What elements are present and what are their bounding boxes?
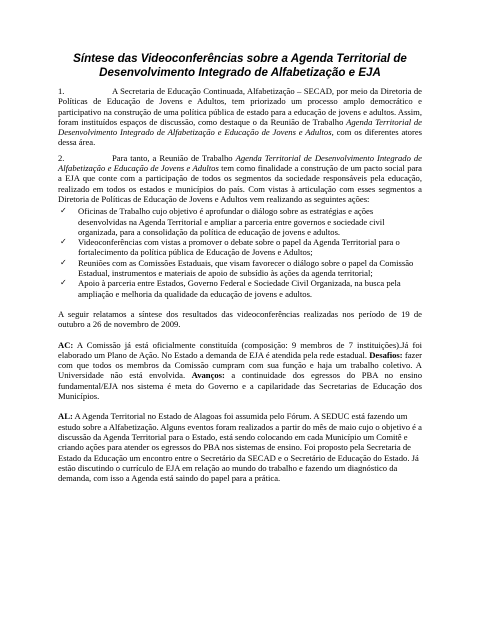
action-item bbox=[58, 206, 422, 237]
action-text: Oficinas de Trabalho cujo objetivo é aprofundar o diálogo sobre as estratégias e ações desenvolvidas na Agenda Territorial e ampliar a parceria entre governos e sociedade civil organizada, para a consolidação da política de educação de jovens e adultos. bbox=[78, 206, 385, 237]
ac-text-c: a continuidade dos egressos do PBA no ensino fundamental/EJA nos sistema é meta do Governo e a capilaridade das Secretarias de Educação dos Municípios. bbox=[58, 370, 423, 402]
paragraph-1 bbox=[58, 86, 422, 148]
action-item bbox=[58, 237, 422, 258]
document-title bbox=[58, 52, 422, 80]
intro-paragraph: A seguir relatamos a síntese dos resultados das videoconferências realizadas nos período de 19 de outubro a 26 de novembro de 2009. bbox=[58, 308, 422, 330]
ac-text-a: A Comissão já está oficialmente constituída (composição: 9 membros de 7 instituições).Já foi elaborado um Plano de Ação. No Estado a demanda de EJA é atendida pela rede estadual. bbox=[58, 339, 422, 360]
paragraph-1-number: 1. bbox=[58, 86, 65, 96]
paragraph-2 bbox=[58, 153, 422, 204]
check-icon: ✓ bbox=[60, 206, 67, 216]
check-icon: ✓ bbox=[60, 237, 67, 247]
ac-avancos-label: Avanços: bbox=[191, 370, 225, 381]
action-item bbox=[58, 278, 422, 299]
paragraph-1-italic: Agenda Territorial de Desenvolvimento Integrado de Alfabetização e Educação de Jovens e Adultos bbox=[58, 116, 422, 138]
al-text: A Agenda Territorial no Estado de Alagoas foi assumida pelo Fórum. A SEDUC está fazendo um estudo sobre a Alfabetização. Alguns eventos foram realizados a partir do mês de maio cujo o objetivo é a discussão da Agenda Territorial para o Estado, está sendo colocando em cada Município um Comitê e criando ações para atender os egressos do PBA nos sistemas de ensino. Foi proposto pela Secretaria de Estado da Educação um encontro entre o Secretário da SECAD e o Secretário de Educação do Estado. Já estão discutindo o currículo de EJA em relação ao mundo do trabalho e fazendo um diagnóstico da demanda, com isso a Agenda está saindo do papel para a prática. bbox=[58, 411, 422, 484]
ac-label: AC: bbox=[58, 339, 74, 350]
paragraph-2-number: 2. bbox=[58, 152, 65, 163]
title-line-2: Desenvolvimento Integrado de Alfabetização e EJA bbox=[99, 66, 381, 79]
ac-text-b: fazer com que todos os membros da Comissão cumpram com sua função e haja um trabalho coletivo. A Universidade não está envolvida. bbox=[58, 349, 423, 381]
actions-list bbox=[58, 206, 422, 299]
paragraph-2-text-a: Para tanto, a Reunião de Trabalho bbox=[112, 152, 236, 163]
action-text: Videoconferências com vistas a promover o debate sobre o papel da Agenda Territorial para o fortalecimento da política pública de Educação de Jovens e Adultos; bbox=[78, 237, 400, 258]
ac-desafios-label: Desafios: bbox=[369, 349, 403, 360]
paragraph-1-text-b: , com os diferentes atores dessa área. bbox=[58, 127, 422, 148]
paragraph-1-text-a: A Secretaria de Educação Continuada, Alfabetização – SECAD, por meio da Diretoria de Políticas de Educação de Jovens e Adultos, tem priorizado um processo amplo democrático e participativo na construção de uma política pública de estado para a educação de jovens e adultos. Assim, foram instituídos espaços de discussão, como destaque o da Reunião de Trabalho bbox=[58, 86, 422, 127]
al-label: AL: bbox=[58, 411, 73, 422]
action-text: Apoio à parceria entre Estados, Governo Federal e Sociedade Civil Organizada, na busca pela ampliação e melhoria da qualidade da educação de jovens e adultos. bbox=[78, 278, 401, 299]
al-section bbox=[58, 411, 422, 483]
paragraph-2-text-b: tem como finalidade a construção de um pacto social para a EJA que conte com a participação de todos os segmentos da sociedade responsáveis pela educação, realizado em todos os estados e municípios do país. Com vistas à articulação com esses segmentos a Diretoria de Políticas de Educação de Jovens e Adultos vem realizando as seguintes ações: bbox=[58, 163, 422, 204]
title-line-1: Síntese das Videoconferências sobre a Agenda Territorial de bbox=[73, 52, 407, 65]
paragraph-2-italic: Agenda Territorial de Desenvolvimento Integrado de Alfabetização e Educação de Jovens e Adultos bbox=[58, 152, 422, 174]
check-icon: ✓ bbox=[60, 257, 67, 267]
action-item bbox=[58, 258, 422, 279]
action-text: Reuniões com as Comissões Estaduais, que visam favorecer o diálogo sobre o papel da Comissão Estadual, instrumentos e materiais de apoio de subsídio às ações da agenda territorial; bbox=[78, 257, 414, 279]
ac-section bbox=[58, 340, 422, 402]
check-icon: ✓ bbox=[60, 278, 67, 288]
